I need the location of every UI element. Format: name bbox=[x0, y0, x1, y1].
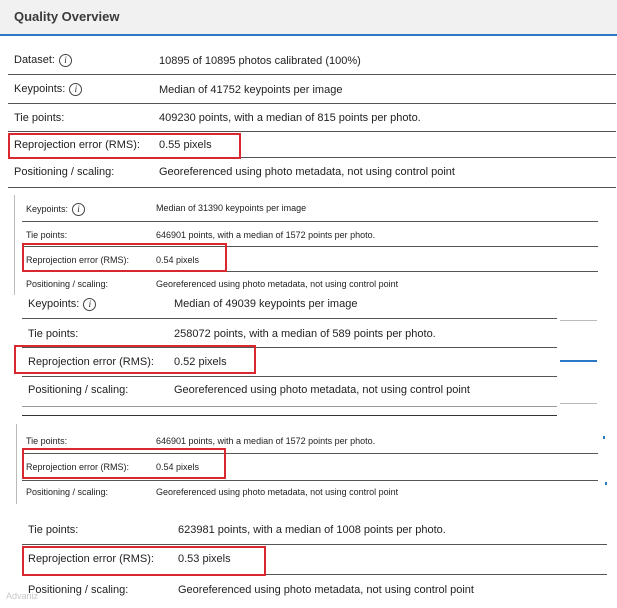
info-icon[interactable]: i bbox=[69, 83, 82, 96]
table-row bbox=[22, 319, 557, 348]
panel-marker bbox=[603, 436, 605, 439]
row-label: Tie points: bbox=[14, 112, 65, 124]
row-value: 646901 points, with a median of 1572 points per photo. bbox=[156, 230, 376, 240]
panel-divider bbox=[560, 360, 597, 362]
row-value: Georeferenced using photo metadata, not using control point bbox=[156, 279, 399, 289]
row-value: 623981 points, with a median of 1008 points per photo. bbox=[178, 524, 446, 536]
row-label: Tie points: bbox=[26, 436, 68, 446]
row-label: Tie points: bbox=[28, 328, 79, 340]
table-row bbox=[22, 481, 598, 505]
panel-divider bbox=[560, 320, 597, 321]
row-label: Positioning / scaling: bbox=[28, 384, 129, 396]
row-label: Keypoints: bbox=[14, 83, 66, 95]
info-icon[interactable]: i bbox=[83, 298, 96, 311]
row-value: Median of 49039 keypoints per image bbox=[174, 298, 358, 310]
table-row bbox=[22, 515, 607, 545]
panel-divider bbox=[560, 403, 597, 404]
highlight-box bbox=[22, 243, 227, 272]
row-label: Positioning / scaling: bbox=[28, 584, 129, 596]
panel-border bbox=[16, 424, 17, 504]
row-label: Positioning / scaling: bbox=[26, 279, 109, 289]
row-label: Keypoints: bbox=[26, 204, 69, 214]
page-title: Quality Overview bbox=[14, 9, 120, 24]
row-label: Reprojection error (RMS): bbox=[28, 356, 154, 368]
row-value: 0.53 pixels bbox=[178, 553, 231, 565]
row-value: 0.54 pixels bbox=[156, 462, 200, 472]
row-label: Tie points: bbox=[26, 230, 68, 240]
row-value: 409230 points, with a median of 815 points per photo. bbox=[159, 112, 421, 124]
table-row bbox=[8, 47, 616, 75]
header-bar bbox=[0, 0, 617, 36]
row-label: Reprojection error (RMS): bbox=[28, 553, 154, 565]
watermark: Advaniz bbox=[6, 591, 39, 601]
row-label: Positioning / scaling: bbox=[14, 166, 115, 178]
row-value: 0.52 pixels bbox=[174, 356, 227, 368]
row-label: Reprojection error (RMS): bbox=[26, 462, 130, 472]
row-value: 646901 points, with a median of 1572 points per photo. bbox=[156, 436, 376, 446]
row-value: Georeferenced using photo metadata, not using control point bbox=[156, 487, 399, 497]
row-label: Tie points: bbox=[28, 524, 79, 536]
info-icon[interactable]: i bbox=[72, 203, 85, 216]
highlight-box bbox=[22, 448, 226, 479]
table-row bbox=[22, 272, 598, 294]
row-label: Keypoints: bbox=[28, 298, 80, 310]
row-label: Positioning / scaling: bbox=[26, 487, 109, 497]
row-label: Dataset: bbox=[14, 54, 55, 66]
row-label: Reprojection error (RMS): bbox=[26, 255, 130, 265]
table-row bbox=[22, 377, 557, 407]
info-icon[interactable]: i bbox=[59, 54, 72, 67]
highlight-box bbox=[22, 546, 266, 576]
row-value: Georeferenced using photo metadata, not using control point bbox=[174, 384, 470, 396]
panel-marker bbox=[605, 482, 607, 485]
panel-divider bbox=[22, 415, 557, 416]
table-row bbox=[8, 104, 616, 132]
table-row bbox=[8, 158, 616, 188]
table-row bbox=[22, 575, 607, 605]
row-value: Median of 41752 keypoints per image bbox=[159, 84, 343, 96]
row-value: Georeferenced using photo metadata, not using control point bbox=[178, 584, 474, 596]
row-value: 10895 of 10895 photos calibrated (100%) bbox=[159, 55, 361, 67]
highlight-box bbox=[8, 133, 241, 159]
table-row bbox=[22, 197, 598, 222]
table-row bbox=[8, 75, 616, 104]
panel-border bbox=[14, 195, 15, 295]
row-value: 0.55 pixels bbox=[159, 139, 212, 151]
highlight-box bbox=[14, 345, 256, 374]
row-value: 258072 points, with a median of 589 points per photo. bbox=[174, 328, 436, 340]
row-label: Reprojection error (RMS): bbox=[14, 139, 140, 151]
row-value: Georeferenced using photo metadata, not using control point bbox=[159, 166, 455, 178]
row-value: 0.54 pixels bbox=[156, 255, 200, 265]
row-value: Median of 31390 keypoints per image bbox=[156, 203, 307, 213]
table-row bbox=[22, 294, 557, 319]
